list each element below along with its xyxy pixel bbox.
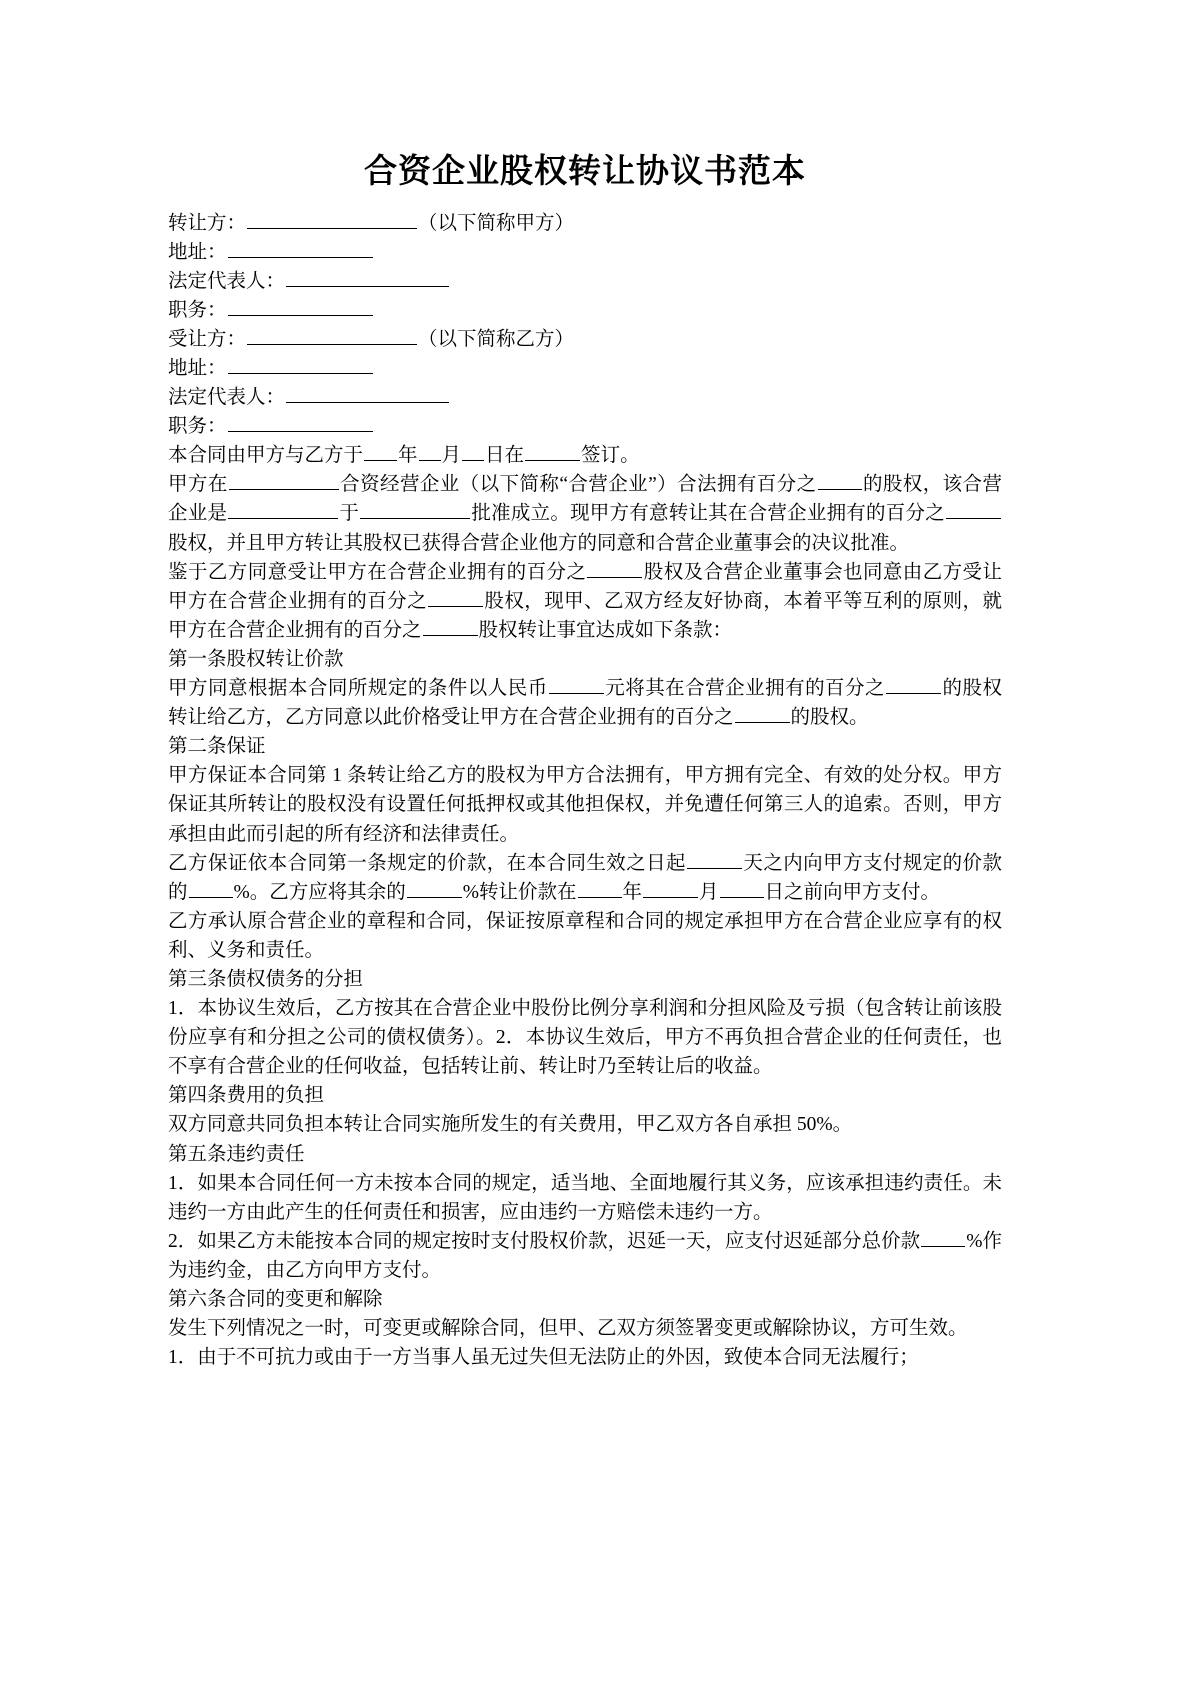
paragraph-text: 本合同由甲方与乙方于 <box>168 445 364 467</box>
header-field-blank[interactable] <box>228 238 373 258</box>
paragraph-text: 合资经营企业（以下简称“合营企业”）合法拥有百分之 <box>339 474 817 496</box>
inline-blank[interactable] <box>360 500 470 520</box>
header-field-row <box>168 238 1002 267</box>
inline-blank[interactable] <box>735 704 790 724</box>
inline-blank[interactable] <box>549 675 604 695</box>
paragraph-text: 的股权，该合营企业是 <box>168 474 1002 525</box>
page-title: 合资企业股权转让协议书范本 <box>364 154 806 190</box>
document-paragraph <box>168 441 1002 470</box>
header-field-blank[interactable] <box>228 296 373 316</box>
inline-blank[interactable] <box>687 849 742 869</box>
paragraph-text: 年 <box>398 445 418 467</box>
paragraph-text: 发生下列情况之一时，可变更或解除合同，但甲、乙双方须签署变更或解除协议，方可生效。 <box>168 1318 968 1340</box>
paragraph-text: 第五条违约责任 <box>168 1143 305 1165</box>
header-field-suffix: （以下简称乙方） <box>418 328 575 350</box>
header-field-label: 地址： <box>168 358 227 380</box>
inline-blank[interactable] <box>643 878 698 898</box>
paragraph-text: %作为违约金，由乙方向甲方支付。 <box>168 1230 1002 1281</box>
document-paragraph <box>168 1314 1002 1343</box>
header-field-blank[interactable] <box>247 209 417 229</box>
header-field-suffix: （以下简称甲方） <box>418 212 575 234</box>
document-paragraph <box>168 1110 1002 1139</box>
header-field-row <box>168 267 1002 296</box>
paragraph-text: 乙方保证依本合同第一条规定的价款，在本合同生效之日起 <box>168 852 686 874</box>
document-paragraph <box>168 732 1002 761</box>
document-paragraph <box>168 1227 1002 1285</box>
paragraph-text: 1．由于不可抗力或由于一方当事人虽无过失但无法防止的外因，致使本合同无法履行； <box>168 1347 919 1369</box>
inline-blank[interactable] <box>229 471 339 491</box>
inline-blank[interactable] <box>407 878 462 898</box>
document-paragraph <box>168 1169 1002 1227</box>
header-field-label: 职务： <box>168 416 227 438</box>
document-paragraph <box>168 645 1002 674</box>
document-paragraph <box>168 849 1002 907</box>
paragraph-text: 甲方同意根据本合同所规定的条件以人民币 <box>168 678 548 700</box>
paragraph-text: 年 <box>622 881 643 903</box>
paragraph-text: 股权转让事宜达成如下条款： <box>478 619 733 641</box>
header-field-row <box>168 412 1002 441</box>
document-paragraph <box>168 1081 1002 1110</box>
paragraph-text: 第一条股权转让价款 <box>168 648 344 670</box>
inline-blank[interactable] <box>423 616 478 636</box>
header-fields-block <box>168 209 1002 442</box>
inline-blank[interactable] <box>228 500 338 520</box>
inline-blank[interactable] <box>578 878 622 898</box>
paragraph-text: 第四条费用的负担 <box>168 1085 325 1107</box>
header-field-blank[interactable] <box>228 413 373 433</box>
paragraph-text: 的股权。 <box>790 707 869 729</box>
header-field-row <box>168 383 1002 412</box>
header-field-label: 法定代表人： <box>168 270 286 292</box>
header-field-label: 职务： <box>168 299 227 321</box>
inline-blank[interactable] <box>189 878 233 898</box>
paragraph-text: 月 <box>699 881 719 903</box>
inline-blank[interactable] <box>921 1227 965 1247</box>
paragraph-text: 日在 <box>485 445 525 467</box>
paragraph-text: 于 <box>339 503 360 525</box>
inline-blank[interactable] <box>818 471 862 491</box>
inline-blank[interactable] <box>720 878 764 898</box>
paragraph-text: 2．如果乙方未能按本合同的规定按时支付股权价款，迟延一天，应支付迟延部分总价款 <box>168 1230 921 1252</box>
document-paragraph <box>168 558 1002 645</box>
inline-blank[interactable] <box>587 558 642 578</box>
inline-blank[interactable] <box>419 442 441 462</box>
header-field-blank[interactable] <box>286 267 449 287</box>
header-field-label: 地址： <box>168 241 227 263</box>
header-field-row <box>168 354 1002 383</box>
paragraph-text: 批准成立。现甲方有意转让其在合营企业拥有的百分之 <box>471 503 945 525</box>
header-field-label: 受让方： <box>168 328 247 350</box>
document-paragraph <box>168 1285 1002 1314</box>
paragraph-text: %。乙方应将其余的 <box>233 881 406 903</box>
document-paragraph <box>168 907 1002 965</box>
header-field-blank[interactable] <box>247 325 417 345</box>
paragraph-text: 天之内向甲方支付规定的价款的 <box>168 852 1002 903</box>
inline-blank[interactable] <box>364 442 397 462</box>
paragraphs-block <box>168 441 1002 1372</box>
paragraph-text: 第三条债权债务的分担 <box>168 968 364 990</box>
header-field-row <box>168 296 1002 325</box>
paragraph-text: 1．如果本合同任何一方未按本合同的规定，适当地、全面地履行其义务，应该承担违约责任。未违约一方由此产生的任何责任和损害，应由违约一方赔偿未违约一方。 <box>168 1172 1002 1223</box>
paragraph-text: 甲方在 <box>168 474 228 496</box>
paragraph-text: 第二条保证 <box>168 736 266 758</box>
header-field-blank[interactable] <box>286 384 449 404</box>
paragraph-text: 1．本协议生效后，乙方按其在合营企业中股份比例分享利润和分担风险及亏损（包含转让前该股份应享有和分担之公司的债权债务）。2．本协议生效后，甲方不再负担合营企业的任何责任，也不享有合营企业的任何收益，包括转让前、转让时乃至转让后的收益。 <box>168 998 1002 1078</box>
header-field-label: 法定代表人： <box>168 387 286 409</box>
document-paragraph <box>168 1343 1002 1372</box>
document-paragraph <box>168 470 1002 557</box>
paragraph-text: 股权，现甲、乙双方经友好协商，本着平等互利的原则，就甲方在合营企业拥有的百分之 <box>168 590 1002 641</box>
document-body <box>168 209 1002 1373</box>
document-paragraph <box>168 674 1002 732</box>
paragraph-text: 日之前向甲方支付。 <box>764 881 941 903</box>
paragraph-text: 乙方承认原合营企业的章程和合同，保证按原章程和合同的规定承担甲方在合营企业应享有的权利、义务和责任。 <box>168 910 1002 961</box>
paragraph-text: 鉴于乙方同意受让甲方在合营企业拥有的百分之 <box>168 561 587 583</box>
inline-blank[interactable] <box>462 442 484 462</box>
inline-blank[interactable] <box>525 442 580 462</box>
inline-blank[interactable] <box>428 587 483 607</box>
paragraph-text: 股权，并且甲方转让其股权已获得合营企业他方的同意和合营企业董事会的决议批准。 <box>168 532 910 554</box>
header-field-blank[interactable] <box>228 355 373 375</box>
header-field-row <box>168 209 1002 238</box>
header-field-label: 转让方： <box>168 212 247 234</box>
document-paragraph <box>168 994 1002 1081</box>
paragraph-text: %转让价款在 <box>462 881 577 903</box>
document-paragraph <box>168 965 1002 994</box>
paragraph-text: 股权及合营企业董事会也同意由乙方受让甲方在合营企业拥有的百分之 <box>168 561 1002 612</box>
paragraph-text: 双方同意共同负担本转让合同实施所发生的有关费用，甲乙双方各自承担 50%。 <box>168 1114 853 1136</box>
paragraph-text: 的股权转让给乙方，乙方同意以此价格受让甲方在合营企业拥有的百分之 <box>168 678 1002 729</box>
paragraph-text: 月 <box>441 445 462 467</box>
inline-blank[interactable] <box>946 500 1001 520</box>
header-field-row <box>168 325 1002 354</box>
paragraph-text: 元将其在合营企业拥有的百分之 <box>604 678 886 700</box>
document-paragraph <box>168 761 1002 848</box>
paragraph-text: 签订。 <box>581 445 640 467</box>
paragraph-text: 甲方保证本合同第 1 条转让给乙方的股权为甲方合法拥有，甲方拥有完全、有效的处分权。甲方保证其所转让的股权没有设置任何抵押权或其他担保权，并免遭任何第三人的追索。否则，甲方承担由此而引起的所有经济和法律责任。 <box>168 765 1002 845</box>
inline-blank[interactable] <box>886 675 941 695</box>
document-paragraph <box>168 1140 1002 1169</box>
paragraph-text: 第六条合同的变更和解除 <box>168 1289 383 1311</box>
